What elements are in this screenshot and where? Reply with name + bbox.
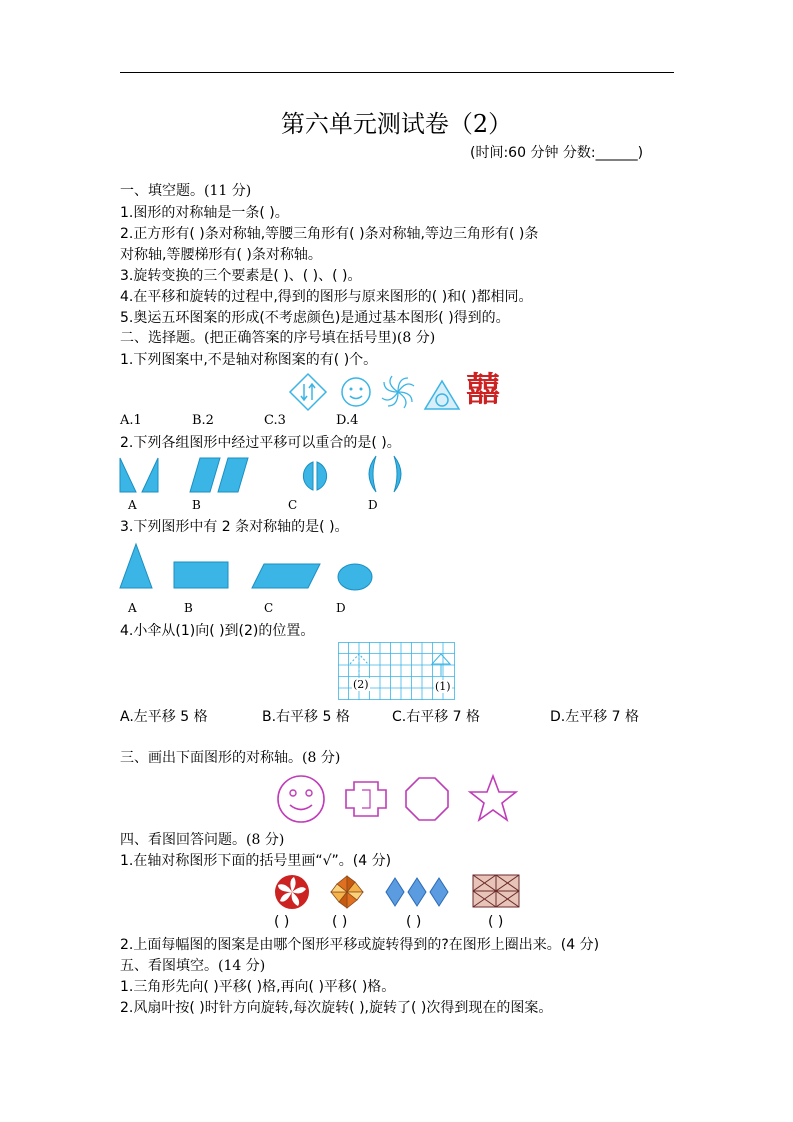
cross-tiles-icon	[472, 874, 520, 908]
s2-q1: 1.下列图案中,不是轴对称图案的有( )个。	[120, 352, 378, 368]
section5-heading: 五、看图填空。(14 分)	[120, 958, 266, 974]
s2-q4-opt-c: C.右平移 7 格	[392, 709, 481, 725]
section4-heading: 四、看图回答问题。(8 分)	[120, 832, 285, 848]
s2-q4-opt-d: D.左平移 7 格	[550, 709, 640, 725]
section3-heading: 三、画出下面图形的对称轴。(8 分)	[120, 750, 341, 766]
s1-q1: 1.图形的对称轴是一条( )。	[120, 205, 289, 221]
bracket-3: ( )	[406, 914, 422, 930]
time-score-line: (时间:60 分钟 分数:______)	[470, 145, 644, 161]
bracket-4: ( )	[488, 914, 504, 930]
s2-q4: 4.小伞从(1)向( )到(2)的位置。	[120, 623, 315, 639]
pinwheel-figure	[380, 374, 416, 410]
s2-q1-opt-a: A.1	[120, 413, 142, 428]
octagon-figure	[404, 776, 450, 822]
s2-q2-label-c: C	[288, 498, 298, 512]
section1-heading: 一、填空题。(11 分)	[120, 183, 252, 199]
s1-q4: 4.在平移和旋转的过程中,得到的图形与原来图形的( )和( )都相同。	[120, 289, 533, 305]
s2-q3-label-d: D	[336, 601, 346, 615]
half-circles-figure	[286, 460, 344, 492]
s1-q5: 5.奥运五环图案的形成(不考虑颜色)是通过基本图形( )得到的。	[120, 310, 510, 326]
bauhinia-flower-icon	[274, 874, 310, 910]
ellipse-figure	[336, 562, 376, 592]
s2-q3-label-c: C	[264, 601, 274, 615]
diamond-arrows-figure	[288, 372, 328, 412]
triangle-circle-figure	[424, 380, 460, 410]
s2-q3: 3.下列图形中有 2 条对称轴的是( )。	[120, 519, 349, 535]
s5-q1: 1.三角形先向( )平移( )格,再向( )平移( )格。	[120, 979, 396, 995]
pinwheel-icon	[328, 874, 366, 910]
star-figure	[468, 774, 518, 822]
s2-q3-label-b: B	[184, 601, 193, 615]
s5-q2: 2.风扇叶按( )时针方向旋转,每次旋转( ),旋转了( )次得到现在的图案。	[120, 1000, 553, 1016]
s4-q1	[120, 851, 792, 871]
s1-q3: 3.旋转变换的三个要素是( )、( )、( )。	[120, 268, 362, 284]
mirror-triangles-figure	[118, 456, 162, 494]
bracket-2: ( )	[332, 914, 348, 930]
translation-grid	[338, 642, 455, 700]
parallelogram-figure	[250, 562, 322, 590]
check-mark: √	[322, 853, 332, 869]
grid-label-1: (1)	[435, 680, 451, 693]
s1-q2a: 2.正方形有( )条对称轴,等腰三角形有( )条对称轴,等边三角形有( )条	[120, 226, 539, 242]
s2-q2-label-d: D	[368, 498, 378, 512]
rectangle-figure	[172, 560, 230, 590]
s4-q1-tail: ”。(4 分)	[331, 853, 392, 869]
parallelograms-figure	[188, 456, 254, 494]
smiley-face-figure	[276, 774, 326, 824]
cross-shape-figure	[344, 778, 388, 820]
s2-q2-label-a: A	[128, 498, 137, 512]
s2-q1-opt-c: C.3	[264, 413, 286, 428]
section2-heading: 二、选择题。(把正确答案的序号填在括号里)(8 分)	[120, 330, 436, 346]
s2-q1-opt-b: B.2	[192, 413, 214, 428]
s2-q2-label-b: B	[192, 498, 201, 512]
s2-q4-opt-b: B.右平移 5 格	[262, 709, 350, 725]
crescents-figure	[362, 454, 408, 494]
smiley-figure	[340, 376, 372, 408]
s4-q1-text: 1.在轴对称图形下面的括号里画“	[120, 853, 323, 869]
s2-q3-label-a: A	[128, 601, 137, 615]
grid-label-2: (2)	[353, 678, 369, 691]
blue-diamonds-icon	[384, 876, 450, 908]
s2-q4-opt-a: A.左平移 5 格	[120, 709, 208, 725]
page-title: 第六单元测试卷（2）	[280, 110, 513, 138]
s4-q2: 2.上面每幅图的图案是由哪个图形平移或旋转得到的?在图形上圈出来。(4 分)	[120, 937, 600, 953]
double-happiness-icon: 囍	[466, 370, 500, 410]
isoceles-triangle-figure	[118, 542, 154, 590]
bracket-1: ( )	[274, 914, 290, 930]
s2-q2: 2.下列各组图形中经过平移可以重合的是( )。	[120, 435, 401, 451]
s2-q1-opt-d: D.4	[336, 413, 359, 428]
s1-q2b: 对称轴,等腰梯形有( )条对称轴。	[120, 247, 322, 263]
top-rule	[120, 72, 674, 73]
